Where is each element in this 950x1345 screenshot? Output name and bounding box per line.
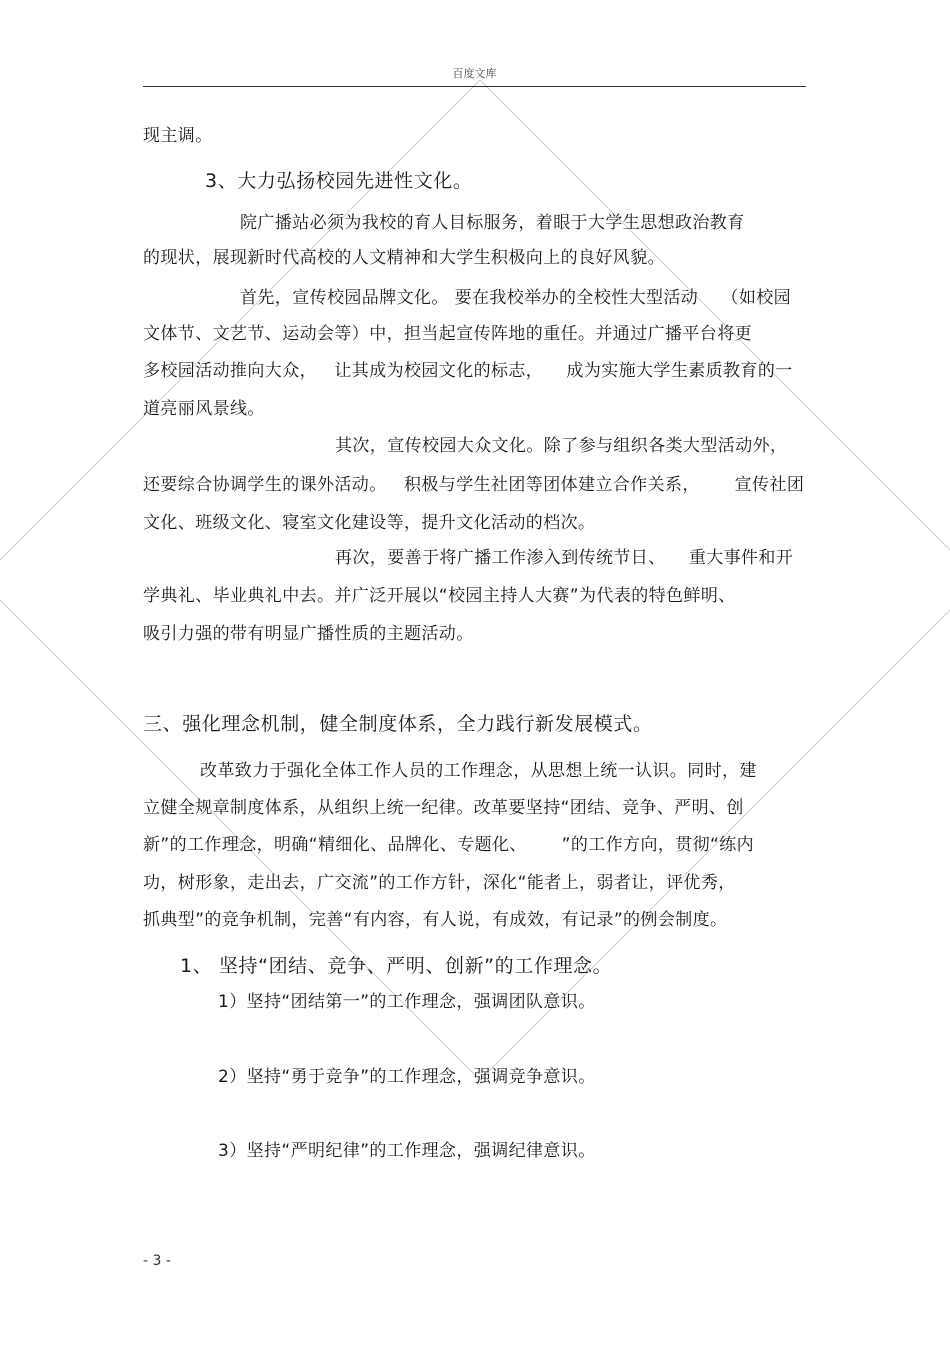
body-line: 还要综合协调学生的课外活动。 积极与学生社团等团体建立合作关系， 宣传社团 [143, 475, 805, 495]
body-line: 抓典型”的竞争机制，完善“有内容，有人说，有成效，有记录”的例会制度。 [143, 910, 728, 930]
body-line: 功，树形象，走出去，广交流”的工作方针，深化“能者上，弱者让，评优秀， [143, 873, 736, 893]
list-item: 1）坚持“团结第一”的工作理念，强调团队意识。 [218, 992, 596, 1012]
body-line: 立健全规章制度体系，从组织上统一纪律。改革要坚持“团结、竞争、严明、创 [143, 798, 744, 818]
body-line: 吸引力强的带有明显广播性质的主题活动。 [143, 624, 474, 644]
body-line: 其次，宣传校园大众文化。除了参与组织各类大型活动外， [335, 436, 788, 456]
body-line: 再次，要善于将广播工作渗入到传统节日、 重大事件和开 [335, 548, 794, 568]
body-line: 文体节、文艺节、运动会等）中，担当起宣传阵地的重任。并通过广播平台将更 [143, 324, 752, 344]
page-header: 百度文库 [143, 64, 806, 87]
page-number: - 3 - [143, 1253, 171, 1269]
section-heading: 三、强化理念机制，健全制度体系，全力践行新发展模式。 [143, 713, 653, 735]
body-line: 学典礼、毕业典礼中去。并广泛开展以“校园主持人大赛”为代表的特色鲜明、 [143, 586, 736, 606]
body-line: 道亮丽风景线。 [143, 399, 265, 419]
body-line: 院广播站必须为我校的育人目标服务，着眼于大学生思想政治教育 [240, 213, 745, 233]
section-heading: 3、大力弘扬校园先进性文化。 [205, 170, 473, 192]
list-item: 3）坚持“严明纪律”的工作理念，强调纪律意识。 [218, 1141, 596, 1161]
body-line: 现主调。 [143, 126, 213, 146]
body-line: 文化、班级文化、寝室文化建设等，提升文化活动的档次。 [143, 513, 596, 533]
list-item: 2）坚持“勇于竞争”的工作理念，强调竞争意识。 [218, 1067, 596, 1087]
body-line: 首先，宣传校园品牌文化。 要在我校举办的全校性大型活动 （如校园 [240, 288, 792, 308]
body-line: 的现状，展现新时代高校的人文精神和大学生积极向上的良好风貌。 [143, 248, 665, 268]
body-line: 多校园活动推向大众， 让其成为校园文化的标志， 成为实施大学生素质教育的一 [143, 361, 793, 381]
body-line: 改革致力于强化全体工作人员的工作理念，从思想上统一认识。同时，建 [200, 761, 757, 781]
body-line: 新”的工作理念，明确“精细化、品牌化、专题化、 ”的工作方向，贯彻“练内 [143, 835, 755, 855]
subsection-heading: 1、 坚持“团结、竞争、严明、创新”的工作理念。 [180, 955, 613, 977]
